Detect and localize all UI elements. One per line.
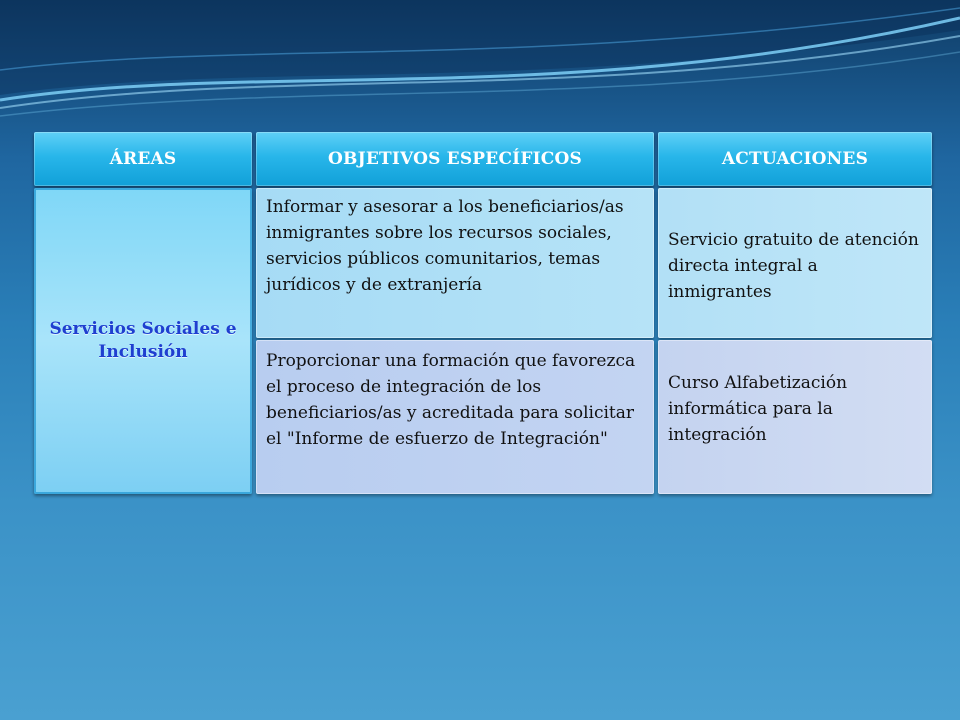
actuacion-cell-2: [658, 340, 932, 494]
decorative-swoosh: [0, 0, 960, 140]
objetivo-cell-1: [256, 188, 654, 338]
areas-table: [34, 132, 932, 494]
objetivo-cell-2: [256, 340, 654, 494]
actuacion-text-2: Curso Alfabetización informática para la integración: [668, 373, 848, 445]
area-cell: [34, 188, 252, 494]
objetivo-text-2: Proporcionar una formación que favorezca el proceso de integración de los beneficiarios/as y acreditada para solicitar el "Informe de esfuerzo de Integración": [266, 351, 636, 449]
area-label: Servicios Sociales e Inclusión: [49, 319, 237, 362]
actuacion-text-1: Servicio gratuito de atención directa integral a inmigrantes: [668, 230, 919, 302]
objetivo-text-1: Informar y asesorar a los beneficiarios/as inmigrantes sobre los recursos sociales, servicios públicos comunitarios, temas jurídicos y de extranjería: [266, 197, 624, 295]
header-objetivos: OBJETIVOS ESPECÍFICOS: [256, 132, 654, 186]
header-areas: ÁREAS: [34, 132, 252, 186]
actuacion-cell-1: [658, 188, 932, 338]
header-actuaciones: ACTUACIONES: [658, 132, 932, 186]
